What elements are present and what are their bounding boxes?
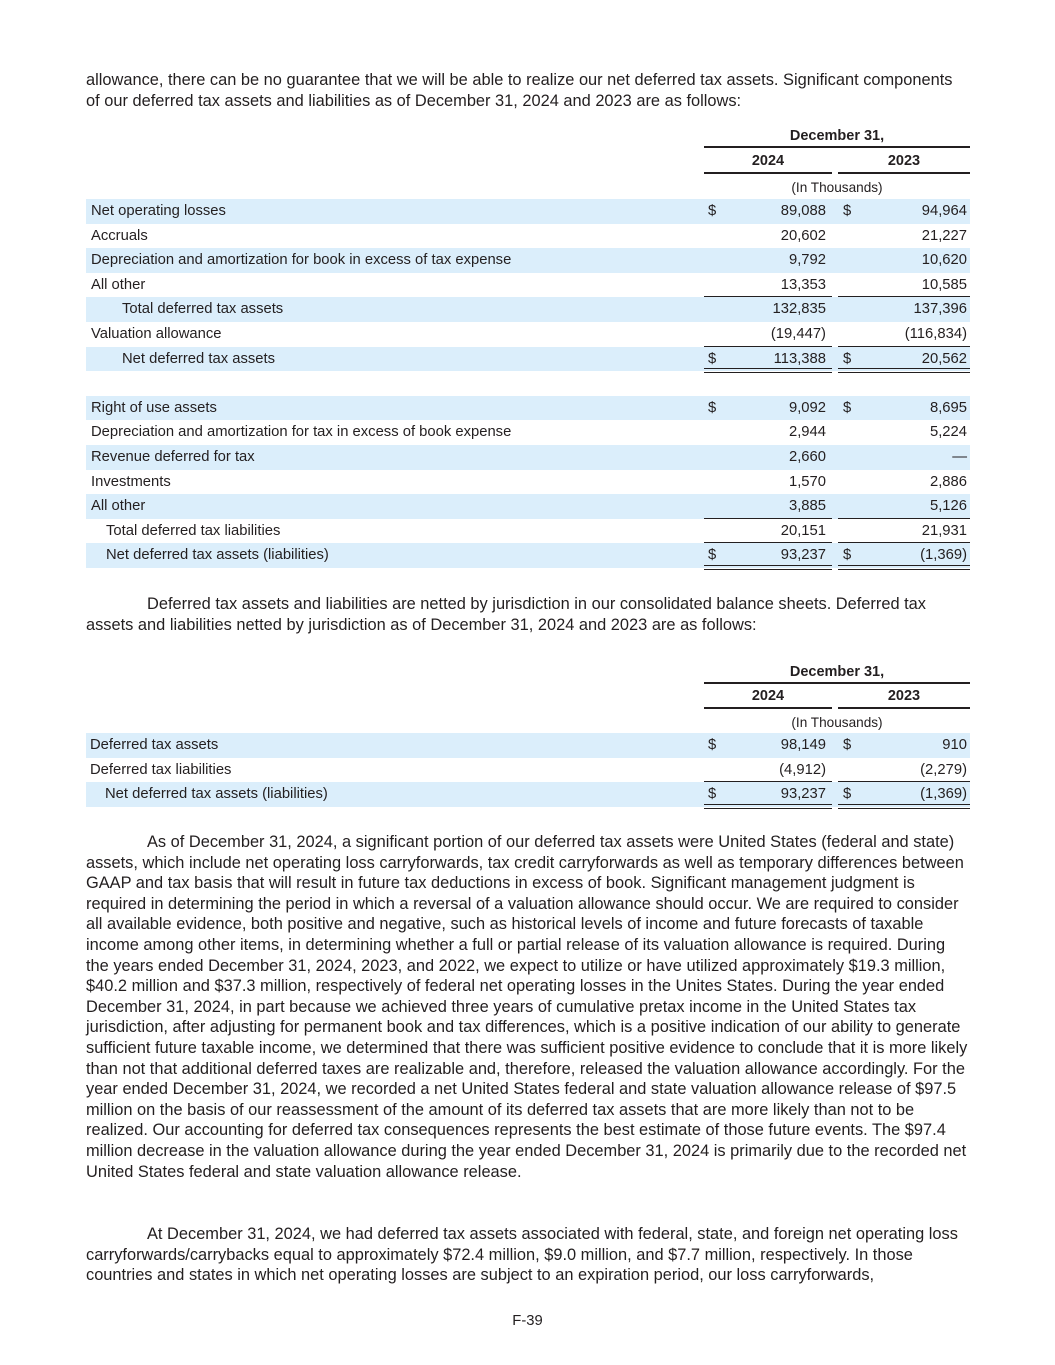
value-2024: 2,944 bbox=[788, 424, 826, 441]
year-2023-rule bbox=[838, 707, 970, 709]
year-2023-header: 2023 bbox=[887, 688, 921, 704]
value-2023: (1,369) bbox=[920, 786, 967, 803]
year-2023-header: 2023 bbox=[887, 153, 921, 169]
value-2024: (4,912) bbox=[779, 761, 826, 778]
table-row bbox=[86, 494, 970, 519]
dollar-sign-2024: $ bbox=[708, 737, 717, 753]
value-2023: 20,562 bbox=[921, 350, 967, 367]
row-label: Depreciation and amortization for book in excess of tax expense bbox=[91, 252, 512, 269]
row-label: Net deferred tax assets (liabilities) bbox=[105, 786, 328, 803]
row-label: Depreciation and amortization for tax in excess of book expense bbox=[91, 424, 512, 441]
value-2023: 21,931 bbox=[921, 522, 967, 539]
value-2023: 10,620 bbox=[921, 252, 967, 269]
row-label: Total deferred tax liabilities bbox=[106, 522, 281, 539]
dollar-sign-2024: $ bbox=[708, 350, 717, 367]
table-row bbox=[86, 758, 970, 783]
row-label: Accruals bbox=[91, 227, 148, 244]
netting-paragraph: Deferred tax assets and liabilities are netted by jurisdiction in our consolidated balance sheets. Deferred tax assets and liabilities netted by jurisdiction as of December 31, 2024 and 2023 are as follows: bbox=[86, 595, 926, 634]
table-row bbox=[86, 396, 970, 421]
table-header-date: December 31, bbox=[789, 128, 885, 144]
dollar-sign-2023: $ bbox=[843, 399, 852, 416]
dollar-sign-2024: $ bbox=[708, 203, 717, 219]
value-2023: — bbox=[952, 449, 967, 465]
value-2023: 5,224 bbox=[929, 424, 967, 441]
dollar-sign-2023: $ bbox=[843, 786, 852, 803]
valuation-allowance-paragraph: As of December 31, 2024, a significant portion of our deferred tax assets were United States (federal and state) assets, which include net operating loss carryforwards, tax credit carryforwards as well as temporary differences between GAAP and tax basis that will result in future tax deductions in excess of book. Significant management judgment is required in determining the period in which a reversal of a valuation allowance should occur. We are required to consider all available evidence, both positive and negative, such as historical levels of income and future forecasts of taxable income among other items, in determining whether a full or partial release of its valuation allowance is required. During the years ended December 31, 2024, 2023, and 2022, we expect to utilize or have utilized approximately $19.3 million, $40.2 million and $37.3 million, respectively of federal net operating losses in the Unites States. During the year ended December 31, 2024, in part because we achieved three years of cumulative pretax income in the United States tax jurisdiction, after adjusting for permanent book and tax differences, which is a positive indication of our ability to generate sufficient future taxable income, we determined that there was sufficient positive evidence to conclude that it is more likely than not that additional deferred taxes are realizable and, therefore, released the valuation allowance accordingly. For the year ended December 31, 2024, we recorded a net United States federal and state valuation allowance release of $97.5 million on the basis of our reassessment of the amount of its deferred tax assets that are more likely than not to be realized. Our accounting for deferred tax consequences represents the best estimate of those future events. The $97.4 million decrease in the valuation allowance during the year ended December 31, 2024 is primarily due to the recorded net United States federal and state valuation allowance release. bbox=[86, 833, 968, 1181]
table-row bbox=[86, 248, 970, 273]
row-label: Total deferred tax assets bbox=[122, 301, 284, 318]
value-2024: 2,660 bbox=[788, 449, 826, 465]
total-double-rule bbox=[704, 804, 832, 809]
value-2024: 113,388 bbox=[773, 350, 826, 367]
value-2024: 93,237 bbox=[780, 786, 826, 803]
dollar-sign-2024: $ bbox=[708, 547, 717, 564]
table-row bbox=[86, 733, 970, 758]
value-2023: 137,396 bbox=[913, 301, 967, 318]
value-2024: 3,885 bbox=[788, 498, 826, 515]
value-2023: 21,227 bbox=[921, 227, 967, 244]
total-double-rule bbox=[838, 804, 970, 809]
table-row bbox=[86, 445, 970, 470]
page-number: F-39 bbox=[512, 1313, 543, 1329]
value-2023: 910 bbox=[942, 737, 967, 753]
value-2024: 132,835 bbox=[772, 301, 826, 318]
total-double-rule bbox=[838, 565, 970, 570]
table-row bbox=[86, 347, 970, 372]
value-2023: (116,834) bbox=[904, 326, 967, 342]
dollar-sign-2023: $ bbox=[843, 737, 852, 753]
year-2024-header: 2024 bbox=[751, 153, 785, 169]
row-label: Right of use assets bbox=[91, 399, 217, 416]
row-label: Net deferred tax assets bbox=[122, 350, 275, 367]
year-2024-rule bbox=[704, 172, 832, 174]
header-rule bbox=[704, 682, 970, 684]
table-row bbox=[86, 470, 970, 495]
table-header-date: December 31, bbox=[789, 664, 885, 680]
value-2024: 20,151 bbox=[780, 522, 826, 539]
row-label: Investments bbox=[91, 473, 171, 490]
table-row bbox=[86, 420, 970, 445]
dollar-sign-2023: $ bbox=[843, 203, 852, 219]
dollar-sign-2024: $ bbox=[708, 399, 717, 416]
row-label: Net operating losses bbox=[91, 203, 226, 219]
units-label: (In Thousands) bbox=[791, 715, 883, 730]
value-2024: 89,088 bbox=[780, 203, 826, 219]
value-2023: (1,369) bbox=[920, 547, 967, 564]
table-row bbox=[86, 297, 970, 322]
table-row bbox=[86, 199, 970, 224]
value-2024: 98,149 bbox=[780, 737, 826, 753]
value-2023: 2,886 bbox=[929, 473, 967, 490]
value-2023: 10,585 bbox=[921, 276, 967, 293]
dollar-sign-2023: $ bbox=[843, 350, 852, 367]
value-2024: 13,353 bbox=[780, 276, 826, 293]
row-label: All other bbox=[91, 498, 146, 515]
table-row bbox=[86, 224, 970, 249]
row-label: Valuation allowance bbox=[91, 326, 222, 342]
dollar-sign-2024: $ bbox=[708, 786, 717, 803]
intro-paragraph: allowance, there can be no guarantee that we will be able to realize our net deferred tax assets. Significant components of our deferred tax assets and liabilities as of December 31, 2024 and 2023 are as follows: bbox=[86, 71, 953, 110]
dollar-sign-2023: $ bbox=[843, 547, 852, 564]
spacer-row bbox=[86, 371, 970, 396]
row-label: All other bbox=[91, 276, 146, 293]
value-2024: 93,237 bbox=[780, 547, 826, 564]
total-double-rule bbox=[704, 565, 832, 570]
value-2024: 9,792 bbox=[788, 252, 826, 269]
value-2024: (19,447) bbox=[770, 326, 826, 342]
table-row bbox=[86, 273, 970, 298]
row-label: Revenue deferred for tax bbox=[91, 449, 255, 465]
value-2024: 9,092 bbox=[788, 399, 826, 416]
year-2023-rule bbox=[838, 172, 970, 174]
table-row bbox=[86, 543, 970, 568]
row-label: Deferred tax assets bbox=[90, 737, 219, 753]
row-label: Deferred tax liabilities bbox=[90, 761, 232, 778]
table-row bbox=[86, 322, 970, 347]
value-2024: 1,570 bbox=[788, 473, 826, 490]
year-2024-rule bbox=[704, 707, 832, 709]
table-row bbox=[86, 519, 970, 544]
value-2024: 20,602 bbox=[780, 227, 826, 244]
value-2023: (2,279) bbox=[920, 761, 967, 778]
value-2023: 94,964 bbox=[921, 203, 967, 219]
year-2024-header: 2024 bbox=[751, 688, 785, 704]
carryforwards-paragraph: At December 31, 2024, we had deferred tax assets associated with federal, state, and foreign net operating loss carryforwards/carrybacks equal to approximately $72.4 million, $9.0 million, and $7.7 million, respectively. In those countries and states in which net operating losses are subject to an expiration period, our loss carryforwards, bbox=[86, 1225, 958, 1285]
value-2023: 8,695 bbox=[929, 399, 967, 416]
table-row bbox=[86, 782, 970, 807]
units-label: (In Thousands) bbox=[791, 180, 883, 195]
row-label: Net deferred tax assets (liabilities) bbox=[106, 547, 329, 564]
value-2023: 5,126 bbox=[929, 498, 967, 515]
header-rule bbox=[704, 146, 970, 148]
